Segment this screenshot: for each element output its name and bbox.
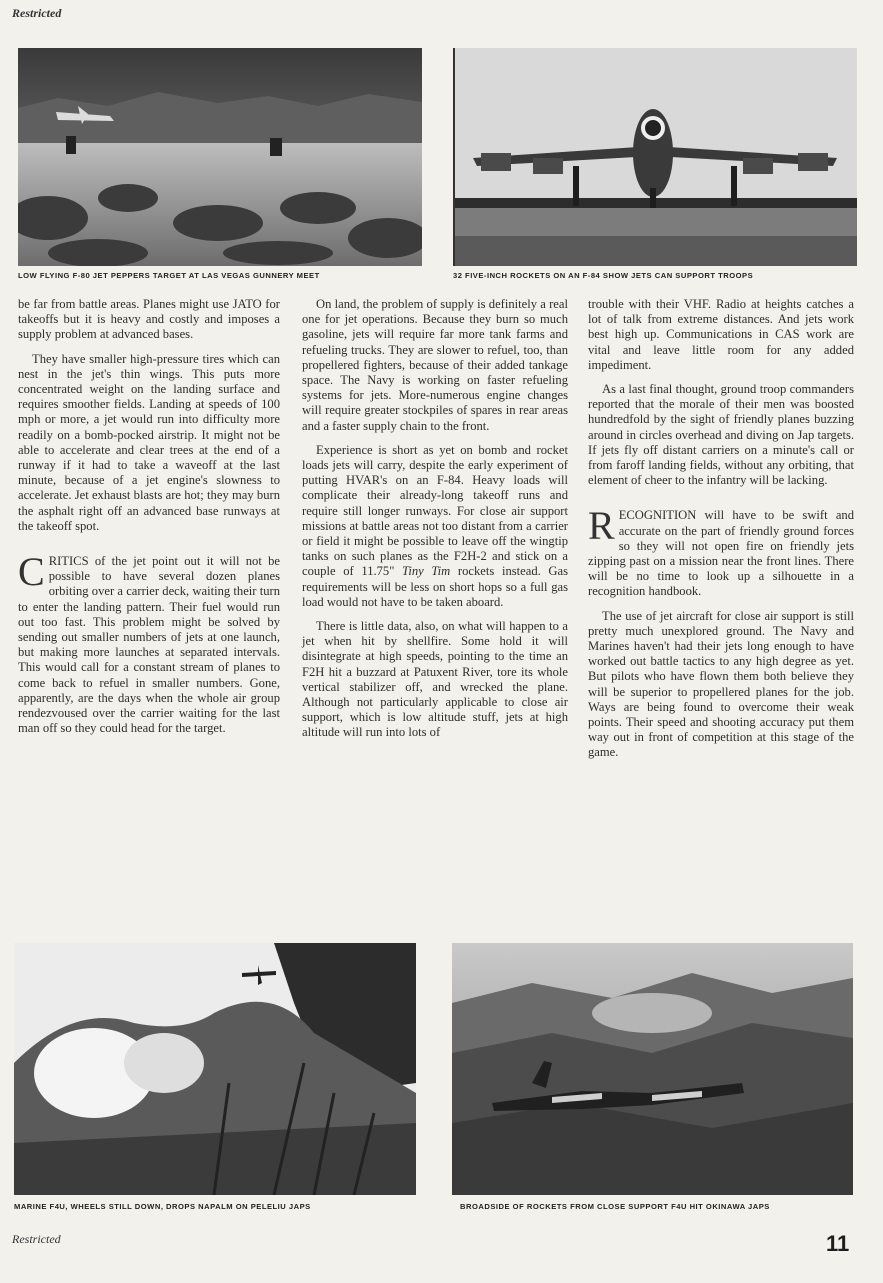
paragraph: be far from battle areas. Planes might use JATO for takeoffs but it is heavy and costly and imposes a supply problem at advanced bases. <box>18 297 280 342</box>
smallcaps-lead: ECOGNITION <box>618 508 697 523</box>
paragraph: The use of jet aircraft for close air support is still pretty much unexplored ground. The Navy and Marines haven't had their jets long enough to have worked out battle tactics to any high degree as yet. But pilots who have flown them both believe they will be superior to propellered planes for the job. Ways are being found to overcome their weak points. Their speed and shooting accuracy put them way out in front of competition at this stage of the game. <box>588 608 854 760</box>
paragraph <box>302 619 568 741</box>
drop-cap-letter: C <box>18 549 45 595</box>
text-column-2 <box>302 297 568 750</box>
drop-cap-letter: R <box>588 503 615 549</box>
rocket-name: Tiny Tim <box>402 564 451 579</box>
paragraph: As a last final thought, ground troop commanders reported that the morale of their men was boosted hundredfold by the sight of friendly planes buzzing around in circles overhead and diving on Jap targets. If jets fly off distant carriers on a minute's call or from faroff landing fields, without any orbiting, that element of cheer to the infantry will be lacking. <box>588 382 854 488</box>
paragraph-text: hit a buzzard at Patuxent River, tore its whole vertical stabilizer off, and wrecked the plane. Although not particularly applicable to close air support, which is low altitude stuff, jets at high altitude will run into lots of <box>302 664 568 740</box>
paragraph-text: and stick on a couple of 11.75" <box>302 549 569 579</box>
page-number: 11 <box>826 1231 850 1256</box>
aircraft-designation: F2H <box>302 664 325 679</box>
smallcaps-lead: RITICS <box>48 554 89 569</box>
photo-caption-2: 32 FIVE-INCH ROCKETS ON AN F-84 SHOW JETS CAN SUPPORT TROOPS <box>453 271 754 280</box>
paragraph-text: There is little data, also, on what will happen to a jet when hit by shellfire. Some hold it will disintegrate at high speeds, pointing to the time an <box>302 619 568 664</box>
footer-restricted-label: Restricted <box>12 1232 61 1246</box>
paragraph: On land, the problem of supply is definitely a real one for jet operations. Because they burn so much gasoline, jets will require far more tank farms and refueling trucks. They are slower to refuel, too, than propellered fighters, because of their added tankage space. The Navy is working on faster refueling systems for jets. More-numerous engine changes will require greater stockpiles of spares in rear areas and a faster supply chain to the front. <box>302 297 568 433</box>
photo-caption-3: MARINE F4U, WHEELS STILL DOWN, DROPS NAPALM ON PELELIU JAPS <box>14 1202 311 1211</box>
paragraph-dropcap <box>18 549 280 736</box>
text-column-1 <box>18 297 280 745</box>
photo-f4u-okinawa <box>452 943 853 1195</box>
photo-f80-desert <box>18 48 422 266</box>
paragraph: They have smaller high-pressure tires which can nest in the jet's thin wings. This puts more concentrated weight on the landing surface and requires smoother fields. Landing at speeds of 100 mph or more, a jet would run into difficulty more readily on a bomb-pocked airstrip. It might not be able to accelerate and clear trees at the end of a runway if it had to take a waveoff at the last minute, because of a jet engine's slowness to accelerate. Jet exhaust blasts are hot; they may burn the asphalt right off an advanced base runways at the takeoff spot. <box>18 351 280 533</box>
paragraph: trouble with their VHF. Radio at heights catches a lot of talk from extreme distances. And jets work best high up. Communications in CAS work are vital and leave little room for any added impediment. <box>588 297 854 372</box>
photo-f4u-napalm <box>14 943 416 1195</box>
paragraph-text: of the jet point out it will not be possible to have several dozen planes orbiting over a carrier deck, waiting their turn to enter the landing pattern. Their fuel would run out too fast. This problem might be solved by sending out smaller numbers of jets at one launch, but making more launches at separated intervals. This would call for a constant stream of planes to come back to refuel in smaller numbers. Gone, apparently, are the days when the whole air group rendezvoused over the carrier waiting for the last man off so they could head for the target. <box>18 554 280 736</box>
paragraph-dropcap <box>588 503 854 599</box>
header-restricted-label: Restricted <box>12 6 62 20</box>
photo-caption-1: LOW FLYING F-80 JET PEPPERS TARGET AT LAS VEGAS GUNNERY MEET <box>18 271 320 280</box>
paragraph-text: . Heavy loads will complicate their already-long takeoff runs and require still longer runways. For close air support missions at battle areas not too distant from a carrier or field it might be possible to leave off the wingtip tanks on such planes as the <box>302 473 568 564</box>
paragraph-text: Experience is short as yet on bomb and rocket loads jets will carry, despite the early experiment of putting HVAR's on an <box>302 442 568 488</box>
text-column-3 <box>588 297 854 770</box>
aircraft-designation: F2H-2 <box>453 549 487 564</box>
photo-caption-4: BROADSIDE OF ROCKETS FROM CLOSE SUPPORT F4U HIT OKINAWA JAPS <box>460 1202 770 1211</box>
paragraph-text: rockets instead. Gas requirements will be less on short hops so a full gas load would not have to be taken aboard. <box>302 564 569 609</box>
photo-f84-rockets <box>453 48 857 266</box>
aircraft-designation: F-84 <box>436 473 461 488</box>
paragraph-text: will have to be swift and accurate on the part of friendly ground forces so they will not open fire on friendly jets zipping past on a mission near the front lines. There will be no time to look up a silhouette in a recognition handbook. <box>588 508 854 599</box>
paragraph <box>302 443 568 610</box>
